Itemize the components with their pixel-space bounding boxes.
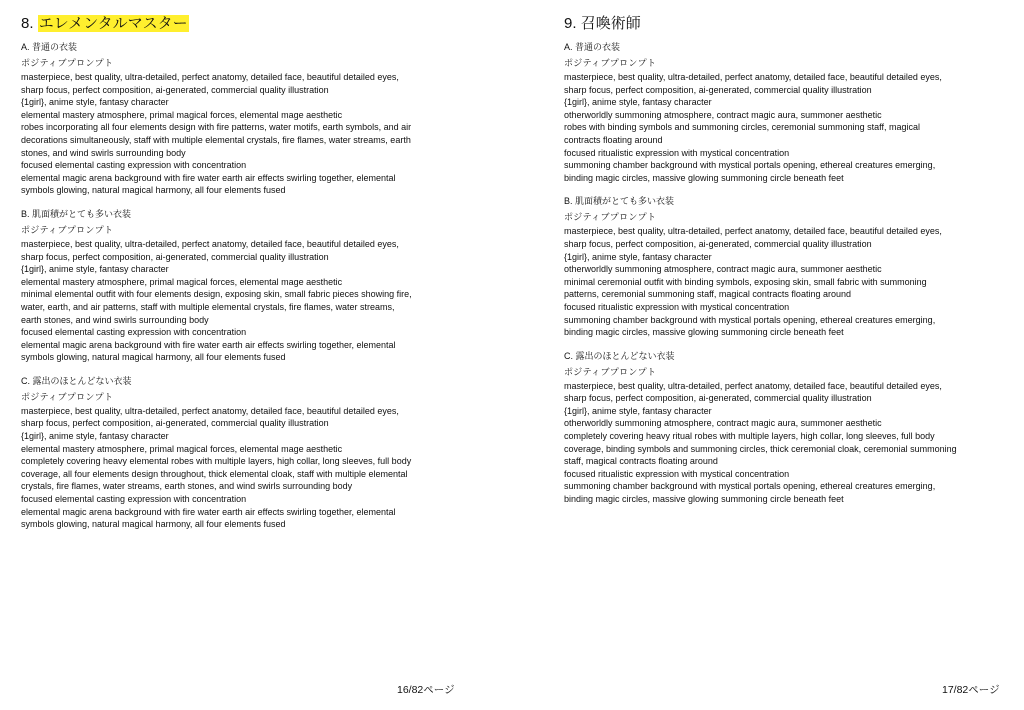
- prompt-line: sharp focus, perfect composition, ai-generated, commercial quality illustration: [564, 393, 872, 404]
- prompt-line: focused elemental casting expression with concentration: [21, 494, 247, 505]
- prompt-line: staff, magical contracts floating around: [564, 456, 718, 467]
- prompt-line: {1girl}, anime style, fantasy character: [21, 431, 169, 442]
- prompt-line: {1girl}, anime style, fantasy character: [564, 97, 712, 108]
- prompt-line: {1girl}, anime style, fantasy character: [564, 251, 712, 262]
- page-content: [564, 14, 1014, 517]
- prompt-section: [564, 41, 1014, 184]
- prompt-line: earth stones, and wind swirls surrounding body: [21, 314, 209, 325]
- prompt-section: [21, 208, 471, 364]
- positive-prompt-label: ポジティブプロンプト: [564, 366, 657, 377]
- prompt-line: masterpiece, best quality, ultra-detailed, perfect anatomy, detailed face, beautiful detailed eyes,: [21, 238, 399, 249]
- positive-prompt-label: ポジティブプロンプト: [564, 58, 657, 68]
- prompt-line: summoning chamber background with mystical portals opening, ethereal creatures emerging,: [564, 481, 936, 492]
- chapter-heading: [21, 14, 471, 34]
- prompt-line: otherworldly summoning atmosphere, contract magic aura, summoner aesthetic: [564, 264, 882, 275]
- section-title: B. 肌面積がとても多い衣装: [564, 196, 675, 207]
- section-title: C. 露出のほとんどない衣装: [564, 350, 675, 361]
- prompt-line: minimal ceremonial outfit with binding symbols, exposing skin, small fabric with summoning: [564, 276, 927, 287]
- prompt-section: [21, 375, 471, 531]
- prompt-line: elemental magic arena background with fire water earth air effects swirling together, elemental: [21, 172, 396, 183]
- prompt-section: [564, 195, 1014, 338]
- prompt-line: symbols glowing, natural magical harmony, all four elements fused: [21, 185, 286, 196]
- chapter-heading: [564, 14, 1014, 34]
- prompt-line: symbols glowing, natural magical harmony, all four elements fused: [21, 352, 286, 363]
- prompt-line: focused ritualistic expression with mystical concentration: [564, 468, 790, 479]
- chapter-number: 9.: [564, 15, 577, 32]
- prompt-line: contracts floating around: [564, 134, 663, 145]
- prompt-line: focused elemental casting expression with concentration: [21, 160, 247, 171]
- prompt-line: symbols glowing, natural magical harmony, all four elements fused: [21, 519, 286, 530]
- prompt-line: masterpiece, best quality, ultra-detailed, perfect anatomy, detailed face, beautiful detailed eyes,: [564, 72, 942, 82]
- prompt-line: {1girl}, anime style, fantasy character: [564, 405, 712, 416]
- prompt-line: coverage, all four elements design throughout, thick elemental cloak, staff with multiple elemental: [21, 468, 408, 479]
- prompt-line: coverage, binding symbols and summoning circles, thick ceremonial cloak, ceremonial summoning: [564, 443, 957, 454]
- prompt-line: sharp focus, perfect composition, ai-generated, commercial quality illustration: [21, 251, 329, 262]
- prompt-line: binding magic circles, massive glowing summoning circle beneath feet: [564, 327, 844, 338]
- prompt-line: {1girl}, anime style, fantasy character: [21, 97, 169, 108]
- section-title: C. 露出のほとんどない衣装: [21, 375, 132, 386]
- prompt-line: stones, and wind swirls surrounding body: [21, 147, 186, 158]
- positive-prompt-label: ポジティブプロンプト: [21, 391, 114, 402]
- positive-prompt-label: ポジティブプロンプト: [21, 58, 114, 68]
- prompt-line: minimal elemental outfit with four elements design, exposing skin, small fabric pieces showing fire,: [21, 289, 412, 300]
- section-title: A. 普通の衣装: [21, 42, 78, 52]
- prompt-section: [564, 350, 1014, 506]
- prompt-line: summoning chamber background with mystical portals opening, ethereal creatures emerging,: [564, 160, 936, 171]
- prompt-line: binding magic circles, massive glowing summoning circle beneath feet: [564, 172, 844, 183]
- prompt-line: elemental magic arena background with fire water earth air effects swirling together, elemental: [21, 506, 396, 517]
- prompt-line: elemental mastery atmosphere, primal magical forces, elemental mage aesthetic: [21, 276, 343, 287]
- section-list: [564, 41, 1014, 506]
- prompt-section: [21, 41, 471, 197]
- prompt-line: masterpiece, best quality, ultra-detailed, perfect anatomy, detailed face, beautiful detailed eyes,: [21, 72, 399, 82]
- prompt-line: completely covering heavy ritual robes with multiple layers, high collar, long sleeves, full body: [564, 431, 935, 442]
- prompt-line: summoning chamber background with mystical portals opening, ethereal creatures emerging,: [564, 314, 936, 325]
- prompt-line: sharp focus, perfect composition, ai-generated, commercial quality illustration: [21, 84, 329, 95]
- prompt-line: elemental magic arena background with fire water earth air effects swirling together, elemental: [21, 339, 396, 350]
- prompt-line: masterpiece, best quality, ultra-detailed, perfect anatomy, detailed face, beautiful detailed eyes,: [564, 380, 942, 391]
- positive-prompt-label: ポジティブプロンプト: [564, 212, 657, 223]
- chapter-title: 召喚術師: [580, 15, 641, 32]
- prompt-line: otherworldly summoning atmosphere, contract magic aura, summoner aesthetic: [564, 418, 882, 429]
- page-content: [21, 14, 471, 542]
- prompt-line: otherworldly summoning atmosphere, contract magic aura, summoner aesthetic: [564, 109, 882, 120]
- prompt-line: focused ritualistic expression with mystical concentration: [564, 147, 790, 158]
- prompt-line: completely covering heavy elemental robes with multiple layers, high collar, long sleeves, full body: [21, 456, 412, 467]
- positive-prompt-label: ポジティブプロンプト: [21, 224, 114, 235]
- page-number: 17/82ページ: [942, 684, 1000, 696]
- prompt-line: water, earth, and air patterns, staff with multiple elemental crystals, fire flames, water streams,: [21, 301, 395, 312]
- prompt-line: sharp focus, perfect composition, ai-generated, commercial quality illustration: [21, 418, 329, 429]
- prompt-line: robes with binding symbols and summoning circles, ceremonial summoning staff, magical: [564, 122, 920, 133]
- prompt-line: focused ritualistic expression with mystical concentration: [564, 301, 790, 312]
- chapter-number: 8.: [21, 15, 34, 32]
- prompt-line: elemental mastery atmosphere, primal magical forces, elemental mage aesthetic: [21, 443, 343, 454]
- prompt-line: masterpiece, best quality, ultra-detailed, perfect anatomy, detailed face, beautiful detailed eyes,: [21, 405, 399, 416]
- prompt-line: masterpiece, best quality, ultra-detailed, perfect anatomy, detailed face, beautiful detailed eyes,: [564, 226, 942, 237]
- page-number: 16/82ページ: [397, 684, 455, 696]
- prompt-line: robes incorporating all four elements design with fire patterns, water motifs, earth symbols, and air: [21, 122, 412, 133]
- section-list: [21, 41, 471, 531]
- prompt-line: patterns, ceremonial summoning staff, magical contracts floating around: [564, 289, 851, 300]
- prompt-line: binding magic circles, massive glowing summoning circle beneath feet: [564, 494, 844, 505]
- prompt-line: sharp focus, perfect composition, ai-generated, commercial quality illustration: [564, 238, 872, 249]
- section-title: A. 普通の衣装: [564, 42, 621, 52]
- chapter-title-highlighted: エレメンタルマスター: [38, 15, 188, 32]
- prompt-line: {1girl}, anime style, fantasy character: [21, 264, 169, 275]
- prompt-line: elemental mastery atmosphere, primal magical forces, elemental mage aesthetic: [21, 109, 343, 120]
- prompt-line: crystals, fire flames, water streams, earth stones, and wind swirls surrounding body: [21, 481, 353, 492]
- prompt-line: sharp focus, perfect composition, ai-generated, commercial quality illustration: [564, 84, 872, 95]
- section-title: B. 肌面積がとても多い衣装: [21, 208, 132, 219]
- prompt-line: decorations simultaneously, staff with multiple elemental crystals, fire flames, water streams, earth: [21, 134, 411, 145]
- prompt-line: focused elemental casting expression with concentration: [21, 327, 247, 338]
- page-right: [512, 0, 1024, 710]
